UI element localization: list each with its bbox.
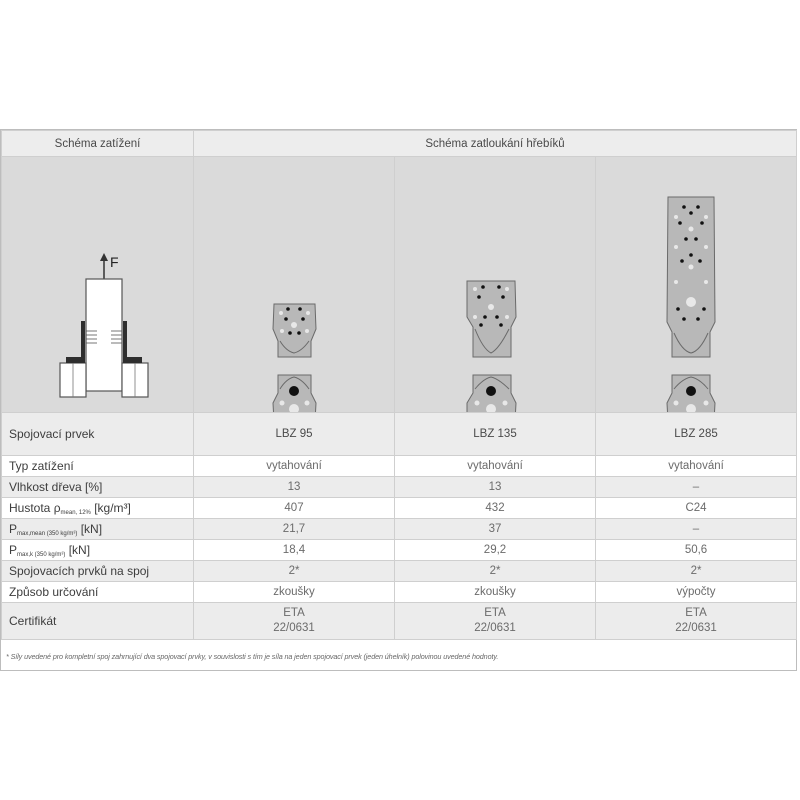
table-row (2, 477, 797, 498)
cell-value (194, 603, 395, 640)
cell-value: 2* (596, 561, 797, 582)
table-row (2, 413, 797, 456)
row-label: $P_{max,k (350 kg/m^3)}$ [kN] (2, 540, 194, 561)
cert-line1: ETA (685, 607, 707, 619)
cell-value: vytahování (395, 456, 596, 477)
cell-value: – (596, 519, 797, 540)
row-label: Spojovacích prvků na spoj (2, 561, 194, 582)
table-row (2, 561, 797, 582)
table-row (2, 456, 797, 477)
cert-line2: 22/0631 (675, 622, 717, 634)
cell-value: 50,6 (596, 540, 797, 561)
header-row (2, 131, 797, 157)
load-scheme-header: Schéma zatížení (2, 131, 194, 157)
diagram-row (2, 157, 797, 413)
spec-table (1, 130, 797, 640)
table-row (2, 519, 797, 540)
nailing-scheme-header: Schéma zatloukání hřebíků (194, 131, 797, 157)
load-scheme-diagram (2, 157, 194, 413)
cert-line1: ETA (283, 607, 305, 619)
cell-value (596, 603, 797, 640)
cell-value: LBZ 95 (194, 413, 395, 456)
row-label: Vlhkost dřeva [%] (2, 477, 194, 498)
load-scheme-icon (2, 157, 194, 412)
lbz135-nailing-icon (395, 157, 596, 412)
row-label: Spojovací prvek (2, 413, 194, 456)
cert-line1: ETA (484, 607, 506, 619)
lbz95-nailing-icon (194, 157, 395, 412)
row-label: Hustota $\rho_{mean, 12\%}$ [kg/m³] (2, 498, 194, 519)
lbz285-diagram (596, 157, 797, 413)
cell-value: – (596, 477, 797, 498)
cell-value: 2* (395, 561, 596, 582)
cell-value: 407 (194, 498, 395, 519)
cell-value (395, 603, 596, 640)
table-row (2, 603, 797, 640)
lbz95-diagram (194, 157, 395, 413)
cell-value: 432 (395, 498, 596, 519)
force-arrowhead-icon (100, 253, 108, 261)
table-row (2, 582, 797, 603)
cell-value: výpočty (596, 582, 797, 603)
cert-line2: 22/0631 (273, 622, 315, 634)
cert-line2: 22/0631 (474, 622, 516, 634)
cell-value: 37 (395, 519, 596, 540)
cell-value: 18,4 (194, 540, 395, 561)
left-bracket-icon (66, 321, 85, 363)
cell-value: zkoušky (194, 582, 395, 603)
row-label: $P_{max,mean (350 kg/m^3)}$ [kN] (2, 519, 194, 540)
cell-value: 13 (395, 477, 596, 498)
cell-value: vytahování (596, 456, 797, 477)
cell-value: 29,2 (395, 540, 596, 561)
row-label: Certifikát (2, 603, 194, 640)
footnote: * Síly uvedené pro kompletní spoj zahrnující dva spojovací prvky, v souvislosti s tím je síla na jeden spojovací prvek (jeden úhelník) polovinou uvedené hodnoty. (6, 652, 499, 661)
cell-value: LBZ 285 (596, 413, 797, 456)
cell-value: LBZ 135 (395, 413, 596, 456)
row-label: Způsob určování (2, 582, 194, 603)
force-label: F (110, 254, 119, 270)
cell-value: zkoušky (395, 582, 596, 603)
right-bracket-icon (123, 321, 142, 363)
lbz285-nailing-icon (596, 157, 797, 412)
lbz135-diagram (395, 157, 596, 413)
cell-value: 21,7 (194, 519, 395, 540)
cell-value: 2* (194, 561, 395, 582)
table-row (2, 540, 797, 561)
table-row (2, 498, 797, 519)
cell-value: C24 (596, 498, 797, 519)
cell-value: 13 (194, 477, 395, 498)
cell-value: vytahování (194, 456, 395, 477)
row-label: Typ zatížení (2, 456, 194, 477)
